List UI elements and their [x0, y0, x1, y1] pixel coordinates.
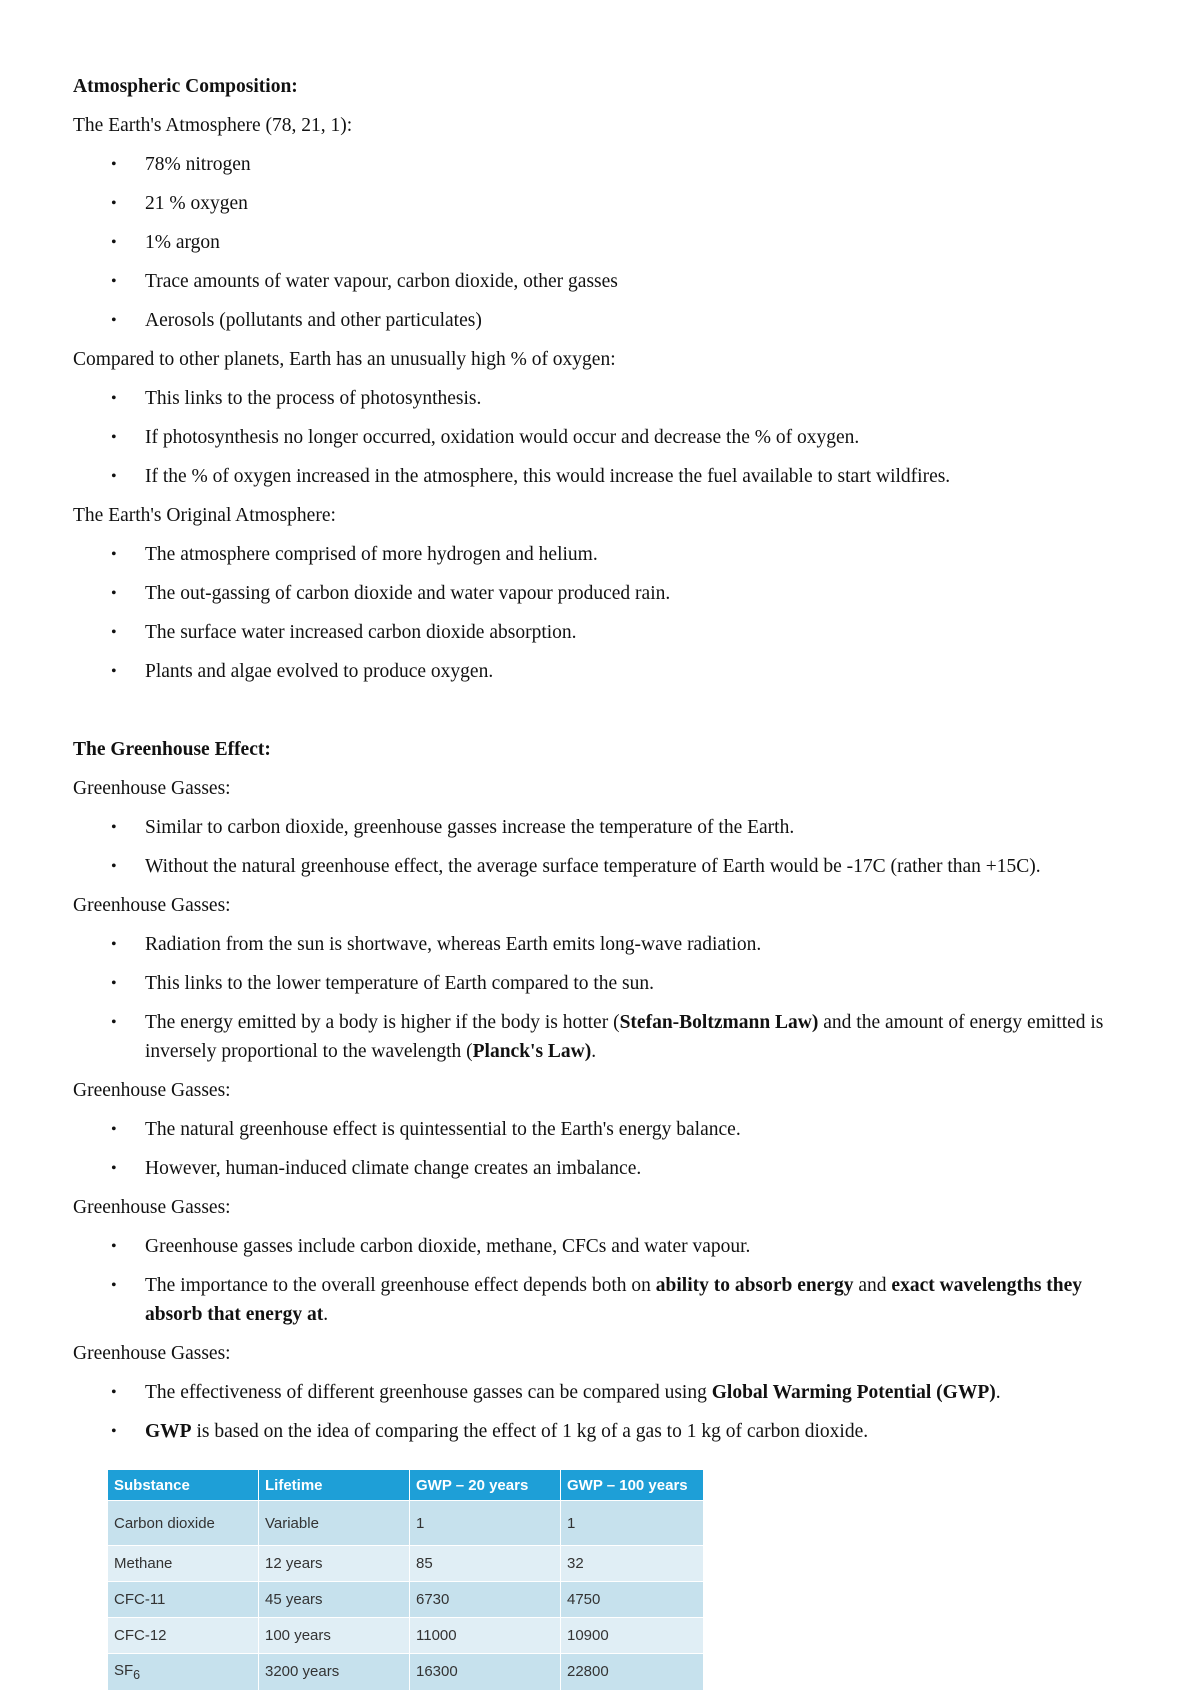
list-item [73, 145, 1130, 184]
list-item-text: Similar to carbon dioxide, greenhouse gasses increase the temperature of the Earth. [145, 817, 795, 838]
plancks-law: Planck's Law) [472, 1041, 592, 1062]
table-row [108, 1582, 703, 1618]
bullet-icon: • [111, 273, 117, 290]
bullet-icon: • [111, 234, 117, 251]
gwp-term: GWP [145, 1421, 192, 1442]
list-item [73, 379, 1130, 418]
list-item-text: The energy emitted by a body is higher if the body is hotter (Stefan-Boltzmann Law) and the amount of energy emitted is inversely proportional to the wavelength (Planck's Law). [145, 1012, 1104, 1062]
bullet-icon: • [111, 936, 117, 953]
list-item [73, 1227, 1130, 1266]
list-item-text: 78% nitrogen [145, 154, 251, 175]
table-cell: 3200 years [259, 1654, 410, 1690]
bullet-icon: • [111, 429, 117, 446]
list-item-text: Aerosols (pollutants and other particulates) [145, 310, 482, 331]
bullet-icon: • [111, 1277, 117, 1294]
list-item [73, 184, 1130, 223]
table-row [108, 1546, 703, 1582]
list-item [73, 574, 1130, 613]
list-item-text: This links to the lower temperature of Earth compared to the sun. [145, 973, 655, 994]
greenhouse-effect-heading: The Greenhouse Effect: [73, 739, 271, 760]
bold-phrase: exact wavelengths they absorb that energy at [145, 1275, 1083, 1325]
list-item [73, 262, 1130, 301]
list-item [73, 613, 1130, 652]
list-item-text: The out-gassing of carbon dioxide and water vapour produced rain. [145, 583, 671, 604]
list-item [73, 964, 1130, 1003]
list-item [73, 1003, 1130, 1071]
column-header: GWP – 100 years [561, 1470, 704, 1501]
bullet-icon: • [111, 819, 117, 836]
greenhouse-gasses-title: Greenhouse Gasses: [73, 895, 231, 916]
bold-phrase: ability to absorb energy [655, 1275, 854, 1296]
table-cell: 45 years [259, 1582, 410, 1618]
table-cell: 6730 [410, 1582, 561, 1618]
table-cell: 10900 [561, 1618, 704, 1654]
list-item-text: 21 % oxygen [145, 193, 248, 214]
greenhouse-gasses-title: Greenhouse Gasses: [73, 1343, 231, 1364]
table-cell: 22800 [561, 1654, 704, 1690]
table-row [108, 1618, 703, 1654]
column-header: GWP – 20 years [410, 1470, 561, 1501]
table-row [108, 1654, 703, 1690]
table-cell: 11000 [410, 1618, 561, 1654]
table-cell: 1 [561, 1501, 704, 1546]
list-item-text: The importance to the overall greenhouse effect depends both on ability to absorb energy and exact wavelengths they absorb that energy at. [145, 1275, 1083, 1325]
bullet-icon: • [111, 858, 117, 875]
original-atmosphere-list [73, 535, 1130, 691]
bullet-icon: • [111, 663, 117, 680]
table-header-row [108, 1470, 703, 1501]
list-item-text: The atmosphere comprised of more hydrogen and helium. [145, 544, 598, 565]
bullet-icon: • [111, 1238, 117, 1255]
list-item [73, 1373, 1130, 1412]
greenhouse-gasses-title: Greenhouse Gasses: [73, 1080, 231, 1101]
list-item-text: If photosynthesis no longer occurred, oxidation would occur and decrease the % of oxygen. [145, 427, 860, 448]
gwp-term: Global Warming Potential (GWP) [711, 1382, 996, 1403]
table-cell: 1 [410, 1501, 561, 1546]
oxygen-list [73, 379, 1130, 496]
section-spacer [73, 691, 1130, 730]
greenhouse-gasses-title: Greenhouse Gasses: [73, 1197, 231, 1218]
bullet-icon: • [111, 468, 117, 485]
list-item [73, 535, 1130, 574]
greenhouse-list-3 [73, 1110, 1130, 1188]
earth-atmosphere-list [73, 145, 1130, 340]
bullet-icon: • [111, 312, 117, 329]
table-cell: 85 [410, 1546, 561, 1582]
list-item [73, 301, 1130, 340]
list-item [73, 223, 1130, 262]
list-item-text: If the % of oxygen increased in the atmosphere, this would increase the fuel available to start wildfires. [145, 466, 951, 487]
list-item [73, 925, 1130, 964]
earth-atmosphere-title: The Earth's Atmosphere (78, 21, 1): [73, 115, 353, 136]
original-atmosphere-title: The Earth's Original Atmosphere: [73, 505, 336, 526]
bullet-icon: • [111, 1384, 117, 1401]
stefan-boltzmann-law: Stefan-Boltzmann Law) [619, 1012, 819, 1033]
table-cell: 100 years [259, 1618, 410, 1654]
greenhouse-list-4 [73, 1227, 1130, 1334]
table-cell: CFC-11 [108, 1582, 259, 1618]
list-item-text: However, human-induced climate change creates an imbalance. [145, 1158, 642, 1179]
greenhouse-list-1 [73, 808, 1130, 886]
list-item-text: The effectiveness of different greenhouse gasses can be compared using Global Warming Potential (GWP). [145, 1382, 1001, 1403]
oxygen-title: Compared to other planets, Earth has an unusually high % of oxygen: [73, 349, 616, 370]
bullet-icon: • [111, 585, 117, 602]
bullet-icon: • [111, 546, 117, 563]
list-item [73, 808, 1130, 847]
list-item-text: GWP is based on the idea of comparing the effect of 1 kg of a gas to 1 kg of carbon dioxide. [145, 1421, 869, 1442]
bullet-icon: • [111, 1423, 117, 1440]
table-cell: Variable [259, 1501, 410, 1546]
list-item [73, 1412, 1130, 1451]
list-item [73, 418, 1130, 457]
list-item-text: Trace amounts of water vapour, carbon dioxide, other gasses [145, 271, 618, 292]
table-row [108, 1501, 703, 1546]
column-header: Lifetime [259, 1470, 410, 1501]
list-item-text: This links to the process of photosynthesis. [145, 388, 482, 409]
document-body [73, 67, 1130, 1451]
list-item [73, 1110, 1130, 1149]
table-cell: Methane [108, 1546, 259, 1582]
list-item-text: 1% argon [145, 232, 220, 253]
table-cell: 4750 [561, 1582, 704, 1618]
list-item-text: The surface water increased carbon dioxide absorption. [145, 622, 577, 643]
bullet-icon: • [111, 156, 117, 173]
bullet-icon: • [111, 390, 117, 407]
bullet-icon: • [111, 624, 117, 641]
gwp-table [108, 1470, 703, 1690]
table-cell: 12 years [259, 1546, 410, 1582]
table-cell: Carbon dioxide [108, 1501, 259, 1546]
greenhouse-gasses-title: Greenhouse Gasses: [73, 778, 231, 799]
list-item [73, 652, 1130, 691]
atmospheric-composition-heading: Atmospheric Composition: [73, 76, 298, 97]
table-cell: 16300 [410, 1654, 561, 1690]
list-item-text: Without the natural greenhouse effect, the average surface temperature of Earth would be -17C (rather than +15C). [145, 856, 1041, 877]
greenhouse-list-2 [73, 925, 1130, 1071]
table-cell: $SF_6$ [108, 1654, 259, 1690]
list-item [73, 1149, 1130, 1188]
greenhouse-list-5 [73, 1373, 1130, 1451]
list-item-text: Greenhouse gasses include carbon dioxide, methane, CFCs and water vapour. [145, 1236, 751, 1257]
table-cell: CFC-12 [108, 1618, 259, 1654]
list-item-text: Plants and algae evolved to produce oxygen. [145, 661, 494, 682]
list-item-text: The natural greenhouse effect is quintessential to the Earth's energy balance. [145, 1119, 741, 1140]
bullet-icon: • [111, 975, 117, 992]
bullet-icon: • [111, 195, 117, 212]
list-item-text: Radiation from the sun is shortwave, whereas Earth emits long-wave radiation. [145, 934, 762, 955]
list-item [73, 847, 1130, 886]
list-item [73, 1266, 1130, 1334]
list-item [73, 457, 1130, 496]
bullet-icon: • [111, 1121, 117, 1138]
table-cell: 32 [561, 1546, 704, 1582]
column-header: Substance [108, 1470, 259, 1501]
bullet-icon: • [111, 1014, 117, 1031]
bullet-icon: • [111, 1160, 117, 1177]
subscript: 6 [133, 1667, 141, 1682]
